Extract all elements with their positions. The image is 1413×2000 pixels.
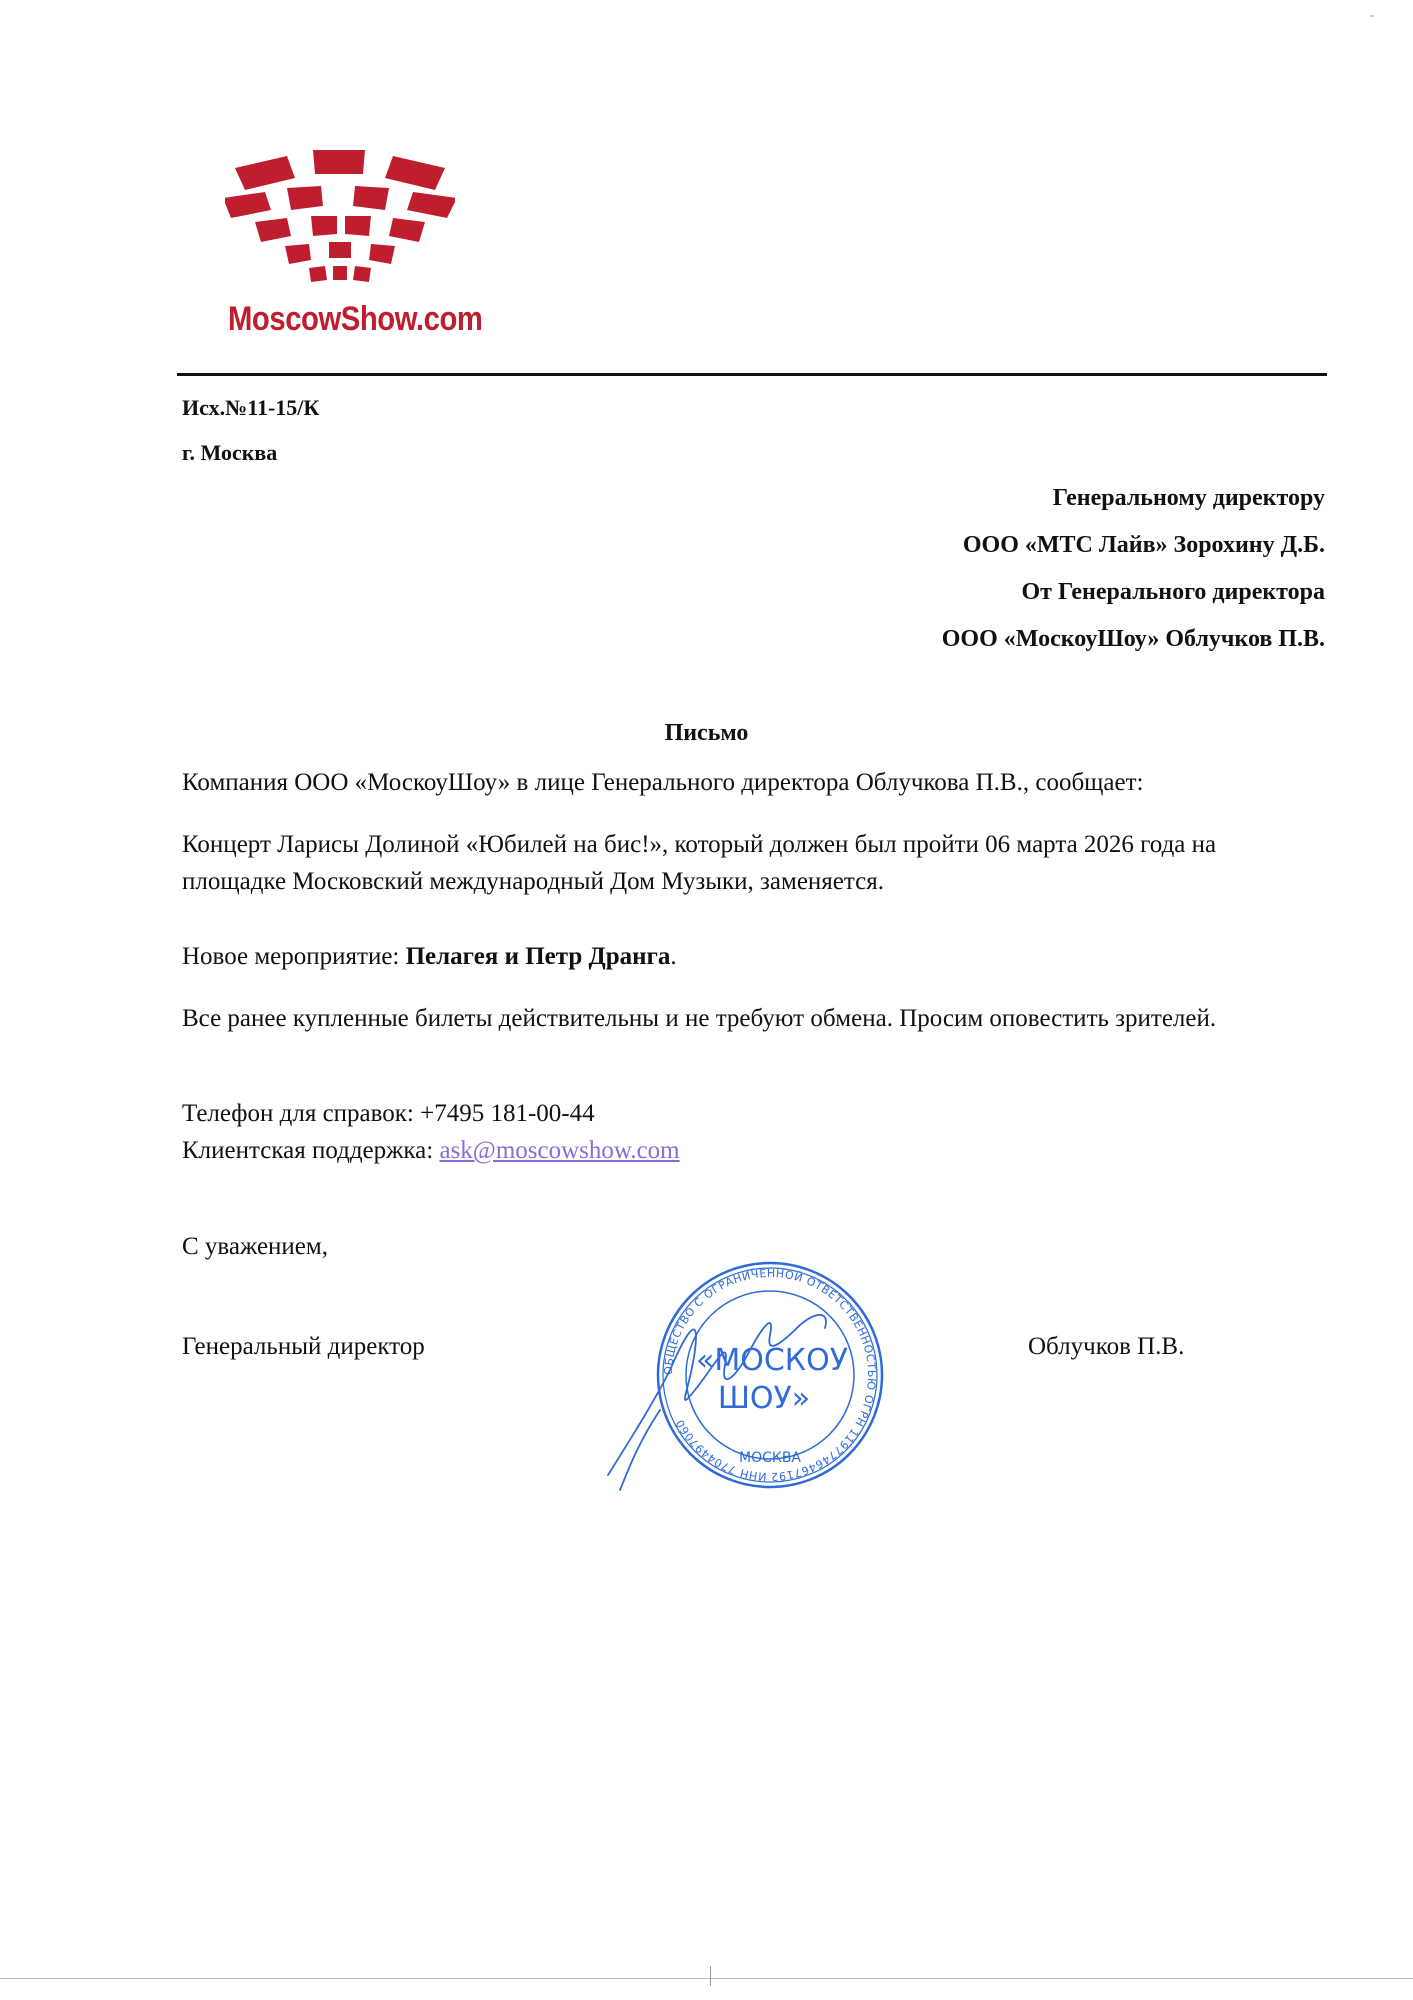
logo-square [225,192,271,218]
logo-square [313,150,365,174]
company-stamp [600,1240,920,1500]
stamp-ring-text: ОБЩЕСТВО С ОГРАНИЧЕННОЙ ОТВЕТСТВЕННОСТЬЮ ОГРН 1197746467192 ИНН 7704497060 [661,1266,879,1484]
logo-square [255,218,291,242]
phone-line [182,1095,1312,1132]
stamp-city: МОСКВА [739,1450,801,1466]
support-label: Клиентская поддержка: [182,1137,440,1164]
logo-square [309,266,327,282]
logo-square [353,186,389,210]
paragraph-new-event [182,938,1312,975]
logo-square [235,156,295,190]
header-divider [177,373,1327,376]
logo-square [407,192,455,218]
outgoing-ref-number: Исх.№11-15/К [182,395,320,420]
logo-square [329,242,351,258]
signer-name: Облучков П.В. [1028,1333,1185,1360]
stamp-center-line-2: ШОУ» [717,1381,811,1416]
sender-line-1: От Генерального директора [1021,579,1325,605]
paragraph-concert: Концерт Ларисы Долиной «Юбилей на бис!», который должен был пройти 06 марта 2026 года на площадке Московский международный Дом Музыки, заменяется. [182,831,1217,895]
logo-square [285,244,311,264]
city: г. Москва [182,440,278,465]
margin-mark: - [1370,8,1375,23]
logo-square [369,244,395,264]
logo-square [333,266,347,280]
logo-wordmark: MoscowShow.com [228,300,483,338]
new-event-end: . [670,943,677,970]
phone-number: +7495 181-00-44 [420,1100,595,1127]
addressee-line-2: ООО «МТС Лайв» Зорохину Д.Б. [962,532,1325,558]
stamp-center-line-1: «МОСКОУ [696,1343,848,1378]
phone-label: Телефон для справок: [182,1100,421,1127]
company-logo-mark [225,148,455,298]
logo-square [385,156,445,190]
paragraph-tickets: Все ранее купленные билеты действительны и не требуют обмена. Просим оповестить зрителей. [182,1005,1217,1032]
support-email-link[interactable]: ask@moscowshow.com [439,1137,680,1164]
logo-square [353,266,371,282]
logo-square [345,216,371,236]
scan-edge-tick [710,1966,711,1986]
new-event-label: Новое мероприятие: [182,943,406,970]
sender-line-2: ООО «МоскоуШоу» Облучков П.В. [941,626,1325,652]
logo-square [287,186,323,210]
logo-square [389,218,425,242]
letter-title: Письмо [664,720,749,746]
scan-edge-line [0,1978,1413,1979]
new-event-name: Пелагея и Петр Дранга [405,943,671,970]
closing-regards: С уважением, [182,1233,328,1260]
intro-paragraph: Компания ООО «МоскоуШоу» в лице Генерального директора Облучкова П.В., сообщает: [182,769,1144,796]
addressee-line-1: Генеральному директору [1052,485,1325,511]
support-line [182,1132,1312,1169]
logo-square [311,216,337,236]
signer-position: Генеральный директор [182,1333,425,1360]
